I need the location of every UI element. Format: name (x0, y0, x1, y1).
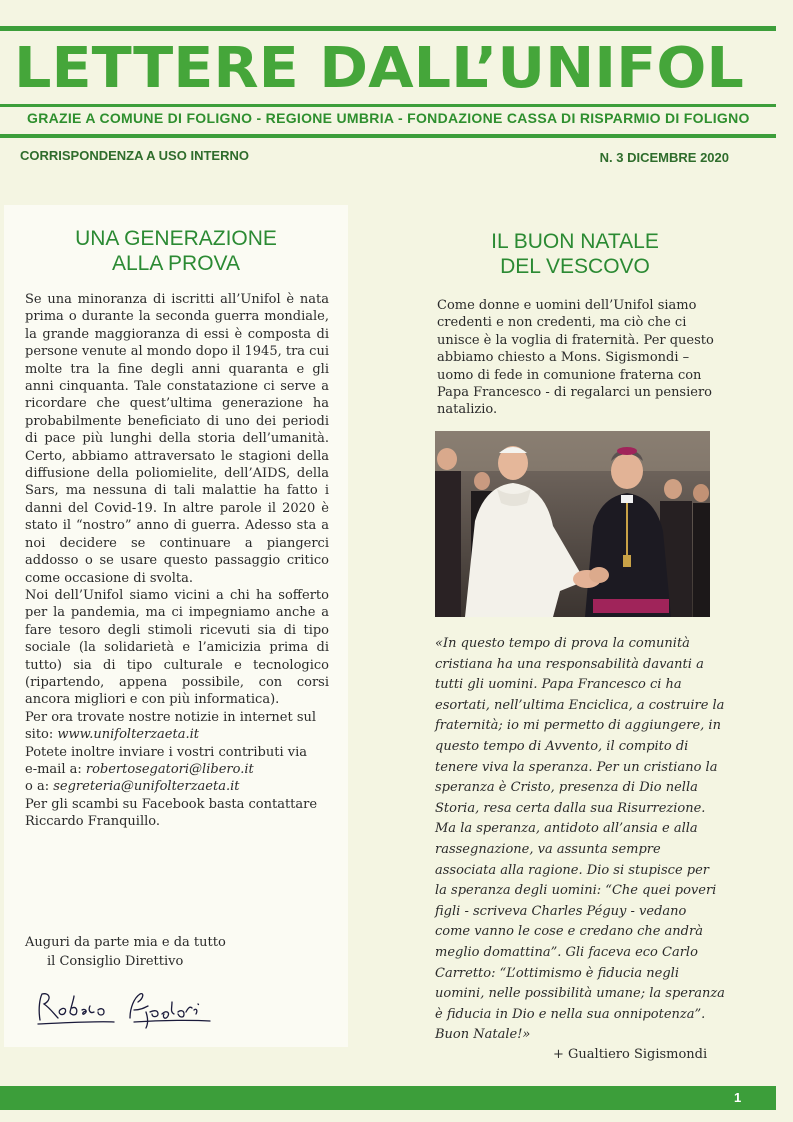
greeting-line-1: Auguri da parte mia e da tutto (25, 935, 226, 950)
photo-pope-and-bishop (435, 431, 710, 617)
email2-line (25, 778, 329, 795)
top-green-rule (0, 26, 776, 31)
left-title-line2: ALLA PROVA (111, 252, 240, 275)
greeting-block (25, 933, 325, 971)
facebook-line-2: Riccardo Franquillo. (25, 814, 161, 830)
right-article-intro: Come donne e uomini dell’Unifol siamo credenti e non credenti, ma ciò che ci unisce è la voglia di fraternità. Per questo abbiamo chiesto a Mons. Sigismondi – uomo di fede in comunione fraterna con Papa Francesco - di regalarci un pensiero natalizio. (437, 298, 714, 418)
left-article-title (4, 226, 348, 276)
footer-green-band (0, 1086, 776, 1110)
page-number: 1 (734, 1090, 742, 1105)
email2-link[interactable]: segreteria@unifolterzaeta.it (53, 779, 240, 795)
website-link[interactable]: www.unifolterzaeta.it (57, 727, 199, 743)
facebook-line-1: Per gli scambi su Facebook basta contattare (25, 796, 318, 812)
right-title-line1: IL BUON NATALE (491, 230, 659, 253)
left-article-body (25, 291, 329, 831)
sponsors-line: GRAZIE A COMUNE DI FOLIGNO - REGIONE UMBRIA - FONDAZIONE CASSA DI RISPARMIO DI FOLIGNO (27, 110, 750, 126)
email1-link[interactable]: robertosegatori@libero.it (85, 761, 254, 777)
email-prefix: e-mail a: (25, 761, 86, 777)
greeting-line-2: il Consiglio Direttivo (47, 954, 184, 969)
website-line (25, 726, 329, 743)
masthead-rule (0, 104, 776, 107)
internal-use-label: CORRISPONDENZA A USO INTERNO (20, 148, 249, 163)
left-paragraph-2: Noi dell’Unifol siamo vicini a chi ha sofferto per la pandemia, ma ci impegniamo anche a fare tesoro degli stimoli ricevuti sia di tipo sociale (la solidarietà e l’amicizia prima di tutto) sia di tipo culturale e tecnologico (ripartendo, appena possibile, con corsi ancora migliori e con più informatica). (25, 587, 329, 708)
web-line: Per ora trovate nostre notizie in internet sul (25, 709, 317, 725)
right-title-line2: DEL VESCOVO (500, 255, 650, 278)
left-title-line1: UNA GENERAZIONE (75, 227, 277, 250)
sponsors-rule (0, 134, 776, 138)
left-paragraph-1: Se una minoranza di iscritti all’Unifol è nata prima o durante la seconda guerra mondiale, la grande maggioranza di essi è composta di persone venute al mondo dopo il 1945, tra cui molte tra la fine degli anni quaranta e gli anni cinquanta. Tale constatazione ci serve a ricordare che quest’ultima generazione ha probabilmente beneficiato di uno dei periodi di pace più lunghi della storia dell’umanità. Certo, abbiamo attraversato le stagioni della diffusione della poliomielite, dell’AIDS, della Sars, ma nessuna di tali malattie ha fatto i danni del Covid-19. In altre parole il 2020 è stato il “nostro” anno di guerra. Adesso sta a noi decidere se continuare a piangerci addosso o se usare questo passaggio critico come occasione di svolta. (25, 292, 329, 586)
website-prefix: sito: (25, 727, 58, 743)
email1-line (25, 761, 329, 778)
right-article-title (432, 229, 718, 279)
quote-author: + Gualtiero Sigismondi (553, 1047, 708, 1062)
contacts-block (25, 709, 329, 831)
issue-number: N. 3 DICEMBRE 2020 (599, 150, 729, 165)
bishop-quote: «In questo tempo di prova la comunità cristiana ha una responsabilità davanti a tutti gli uomini. Papa Francesco ci ha esortati, nell’ultima Enciclica, a costruire la fraternità; io mi permetto di aggiungere, in questo tempo di Avvento, il compito di tenere viva la speranza. Per un cristiano la speranza è Cristo, presenza di Dio nella Storia, resa certa dalla sua Risurrezione. Ma la speranza, antidoto all’ansia e alla rassegnazione, va assunta sempre associata alla ragione. Dio si stupisce per la speranza degli uomini: “Che quei poveri figli - scriveva Charles Péguy - vedano come vanno le cose e credano che andrà meglio domattina”. Gli faceva eco Carlo Carretto: “L’ottimismo è fiducia negli uomini, nelle possibilità umane; la speranza è fiducia in Dio e nella sua onnipotenza”. Buon Natale!» (435, 636, 725, 1043)
email2-prefix: o a: (25, 779, 54, 795)
handwritten-signature (34, 990, 214, 1030)
masthead-title: LETTERE DALL’UNIFOL (14, 36, 744, 101)
contrib-line: Potete inoltre inviare i vostri contributi via (25, 744, 308, 760)
